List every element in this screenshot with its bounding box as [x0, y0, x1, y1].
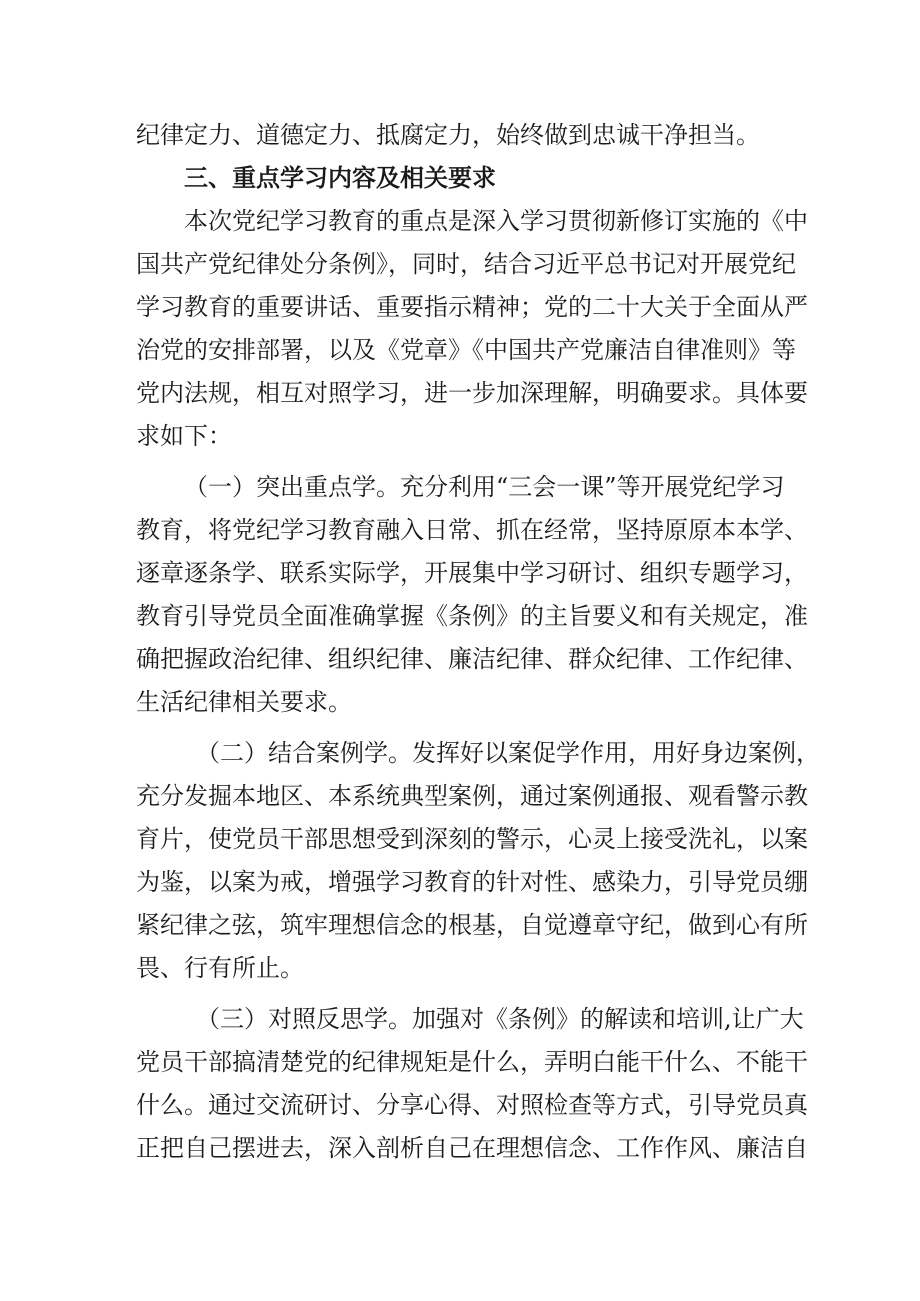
document-body	[136, 114, 820, 1170]
intro-line: 纪律定力、道德定力、抵腐定力，始终做到忠诚干净担当。	[136, 121, 760, 149]
paragraph-line: 畏、行有所止。	[136, 954, 304, 982]
paragraph-3	[136, 998, 808, 1170]
paragraph-spacer	[136, 990, 784, 998]
paragraph-line: 教育引导党员全面准确掌握《条例》的主旨要义和有关规定，准	[136, 602, 808, 630]
section-heading: 三、重点学习内容及相关要求	[184, 164, 496, 192]
paragraph-line: 充分发掘本地区、本系统典型案例，通过案例通报、观看警示教	[136, 782, 808, 810]
paragraph-2	[136, 732, 820, 990]
paragraph-line: 确把握政治纪律、组织纪律、廉洁纪律、群众纪律、工作纪律、	[136, 645, 808, 673]
paragraph-line: 紧纪律之弦，筑牢理想信念的根基，自觉遵章守纪，做到心有所	[136, 911, 808, 939]
paragraph-spacer	[136, 458, 784, 466]
paragraph-line: （三）对照反思学。加强对《条例》的解读和培训,让广大	[196, 1005, 804, 1033]
paragraph-line: 党内法规，相互对照学习，进一步加深理解，明确要求。具体要	[136, 379, 808, 407]
paragraph-line: 逐章逐条学、联系实际学，开展集中学习研讨、组织专题学习，	[136, 559, 808, 587]
paragraph-line: 教育，将党纪学习教育融入日常、抓在经常，坚持原原本本学、	[136, 516, 808, 544]
paragraph-line: 求如下：	[136, 422, 232, 450]
paragraph-spacer	[136, 724, 784, 732]
paragraph-line: 学习教育的重要讲话、重要指示精神；党的二十大关于全面从严	[136, 293, 808, 321]
paragraph-line: 治党的安排部署，以及《党章》《中国共产党廉洁自律准则》等	[136, 336, 796, 364]
paragraph-line: 国共产党纪律处分条例》，同时，结合习近平总书记对开展党纪	[136, 250, 796, 278]
paragraph-line: 什么。通过交流研讨、分享心得、对照检查等方式，引导党员真	[136, 1091, 808, 1119]
paragraph-1	[136, 466, 808, 724]
paragraph-line: 生活纪律相关要求。	[136, 688, 352, 716]
paragraph-line: 育片，使党员干部思想受到深刻的警示，心灵上接受洗礼，以案	[136, 825, 808, 853]
paragraph-line: （一）突出重点学。充分利用“三会一课”等开展党纪学习	[184, 473, 785, 501]
paragraph-line: 为鉴，以案为戒，增强学习教育的针对性、感染力，引导党员绷	[136, 868, 808, 896]
paragraph-line: 本次党纪学习教育的重点是深入学习贯彻新修订实施的《中	[184, 207, 808, 235]
paragraph-line: 正把自己摆进去，深入剖析自己在理想信念、工作作风、廉洁自	[136, 1134, 808, 1162]
paragraph-line: 党员干部搞清楚党的纪律规矩是什么，弄明白能干什么、不能干	[136, 1048, 808, 1076]
paragraph-line: （二）结合案例学。发挥好以案促学作用，用好身边案例，	[196, 739, 820, 767]
paragraph-main	[136, 200, 808, 458]
